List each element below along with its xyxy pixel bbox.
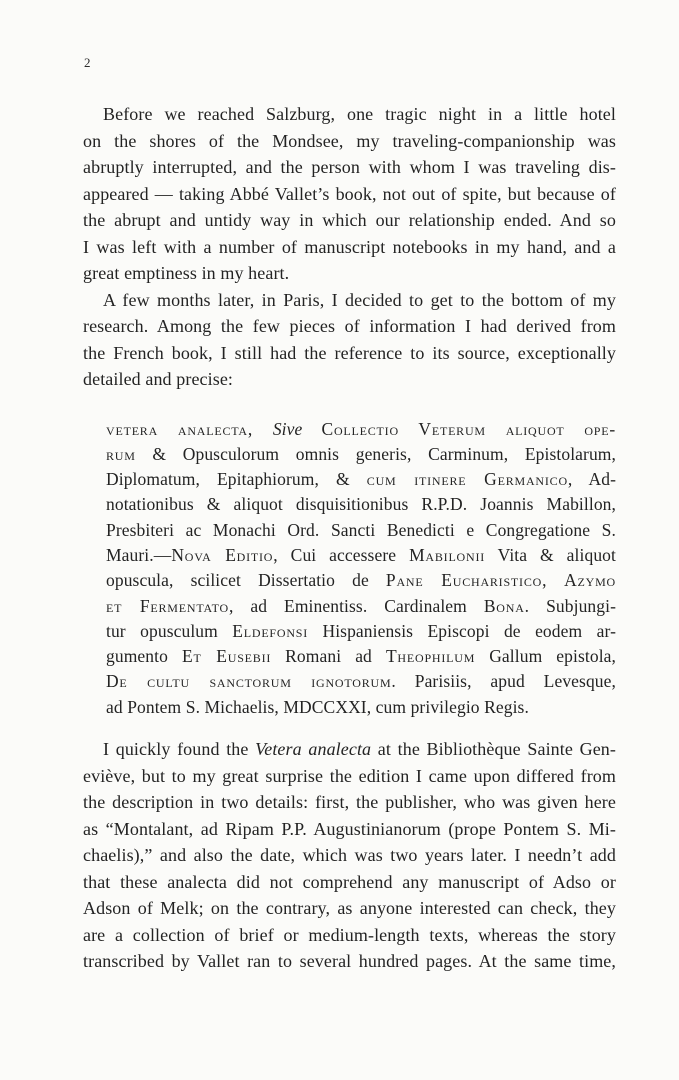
text-segment: Gallum epistola, [475,646,617,667]
text-segment: Romani ad [271,646,386,667]
text-segment: A few months later, in Paris, I decided to get to the bottom of my [103,289,616,310]
paragraph-salzburg [83,101,616,287]
smallcaps-text: Mabilonii [409,544,486,565]
text-segment: detailed and precise: [83,369,234,389]
text-segment: . Parisiis, apud Levesque, [391,671,616,692]
text-line [83,763,616,790]
text-segment: eviève, but to my great surprise the edition I came upon differed from [83,765,616,786]
text-segment: the French book, I still had the reference to its source, exceptionally [83,342,616,363]
text-segment: Before we reached Salzburg, one tragic night in a little hotel [103,104,616,124]
text-line [83,101,616,128]
smallcaps-text: Pane Eucharistico, Azymo [385,570,616,591]
text-block [83,101,616,975]
text-segment: are a collection of brief or medium-length texts, whereas the story [83,924,616,945]
text-line [106,467,616,492]
text-segment: Hispaniensis Episcopi de eodem ar- [308,620,616,641]
text-segment: Vita & aliquot [485,544,616,565]
text-line [106,442,616,467]
smallcaps-text: vetera analecta, [106,418,273,439]
text-segment: , Ad- [567,469,617,490]
text-segment: & Opusculorum omnis generis, Carminum, Epistolarum, [135,443,616,464]
page-number: 2 [84,55,91,70]
text-line [106,492,616,517]
smallcaps-text: Eldefonsi [232,620,309,641]
text-segment: great emptiness in my heart. [83,263,290,283]
text-line [106,518,616,543]
text-line [83,816,616,843]
text-segment: , ad Eminentiss. Cardinalem [228,595,484,616]
text-line [106,417,616,442]
text-segment: tur opusculum [106,620,233,641]
text-line [83,234,616,261]
text-line [83,207,616,234]
text-line [83,842,616,869]
smallcaps-text: Bona [483,595,525,616]
text-line [106,644,616,669]
text-segment: Adson of Melk; on the contrary, as anyone interested can check, they [83,898,616,919]
text-line [83,260,616,287]
text-line [83,366,616,393]
text-line [83,340,616,367]
text-line [83,948,616,975]
text-segment: research. Among the few pieces of information I had derived from [83,316,616,336]
text-segment: ad Pontem S. Michaelis, MDCCXXI, cum privilegio Regis. [106,696,529,717]
text-line [83,287,616,314]
text-line [83,922,616,949]
text-segment: gumento [106,646,182,667]
text-segment: appeared — taking Abbé Vallet’s book, not out of spite, but because of [83,183,616,204]
text-segment: notationibus & aliquot disquisitionibus R.P.D. Joannis Mabillon, [106,494,616,515]
text-segment: Mauri.— [106,544,172,565]
paragraph-bibliotheque [83,736,616,975]
text-line [83,154,616,181]
text-segment: I was left with a number of manuscript notebooks in my hand, and a [83,236,616,257]
text-segment: as “Montalant, ad Ripam P.P. Augustinianorum (prope Pontem S. Mi- [83,818,616,839]
text-line [106,669,616,694]
paragraph-paris [83,287,616,393]
text-segment: I quickly found the [103,739,256,760]
citation-block-vetera-analecta [106,417,616,721]
text-segment: the abrupt and untidy way in which our relationship ended. And so [83,210,616,230]
text-segment: opuscula, scilicet Dissertatio de [106,570,386,591]
text-line [83,895,616,922]
smallcaps-text: Et Eusebii [181,646,272,667]
text-line [83,789,616,816]
text-line [83,128,616,155]
text-segment: Diplomatum, Epitaphiorum, & [106,469,367,490]
text-line [106,568,616,593]
text-line [83,313,616,340]
text-line [106,594,616,619]
italic-text: Vetera analecta [255,739,372,760]
smallcaps-text: De cultu sanctorum ignotorum [106,671,392,692]
text-segment: Presbiteri ac Monachi Ord. Sancti Benedicti e Congregatione S. [106,519,616,540]
text-segment: on the shores of the Mondsee, my traveling-companionship was [83,130,616,151]
text-segment: that these analecta did not comprehend any manuscript of Adso or [83,871,616,892]
smallcaps-text: et Fermentato [106,595,229,616]
text-line [106,619,616,644]
text-segment: , Cui accessere [273,544,410,565]
text-line [106,543,616,568]
text-segment: chaelis),” and also the date, which was two years later. I needn’t add [83,845,616,866]
smallcaps-text: rum [106,443,136,464]
smallcaps-text: cum itinere Germanico [366,469,568,490]
smallcaps-text: Nova Editio [171,544,274,565]
text-segment: the description in two details: first, the publisher, who was given here [83,792,616,813]
smallcaps-text: Theophilum [385,646,476,667]
text-line [83,736,616,763]
italic-text: Sive [272,418,322,439]
smallcaps-text: Collectio Veterum aliquot ope- [321,418,616,439]
text-segment: abruptly interrupted, and the person with whom I was traveling dis- [83,157,616,177]
text-segment: at the Bibliothèque Sainte Gen- [371,739,616,760]
text-line [83,181,616,208]
text-segment: . Subjungi- [524,595,617,616]
text-segment: transcribed by Vallet ran to several hundred pages. At the same time, [83,951,616,972]
text-line [83,869,616,896]
text-line [106,695,616,720]
